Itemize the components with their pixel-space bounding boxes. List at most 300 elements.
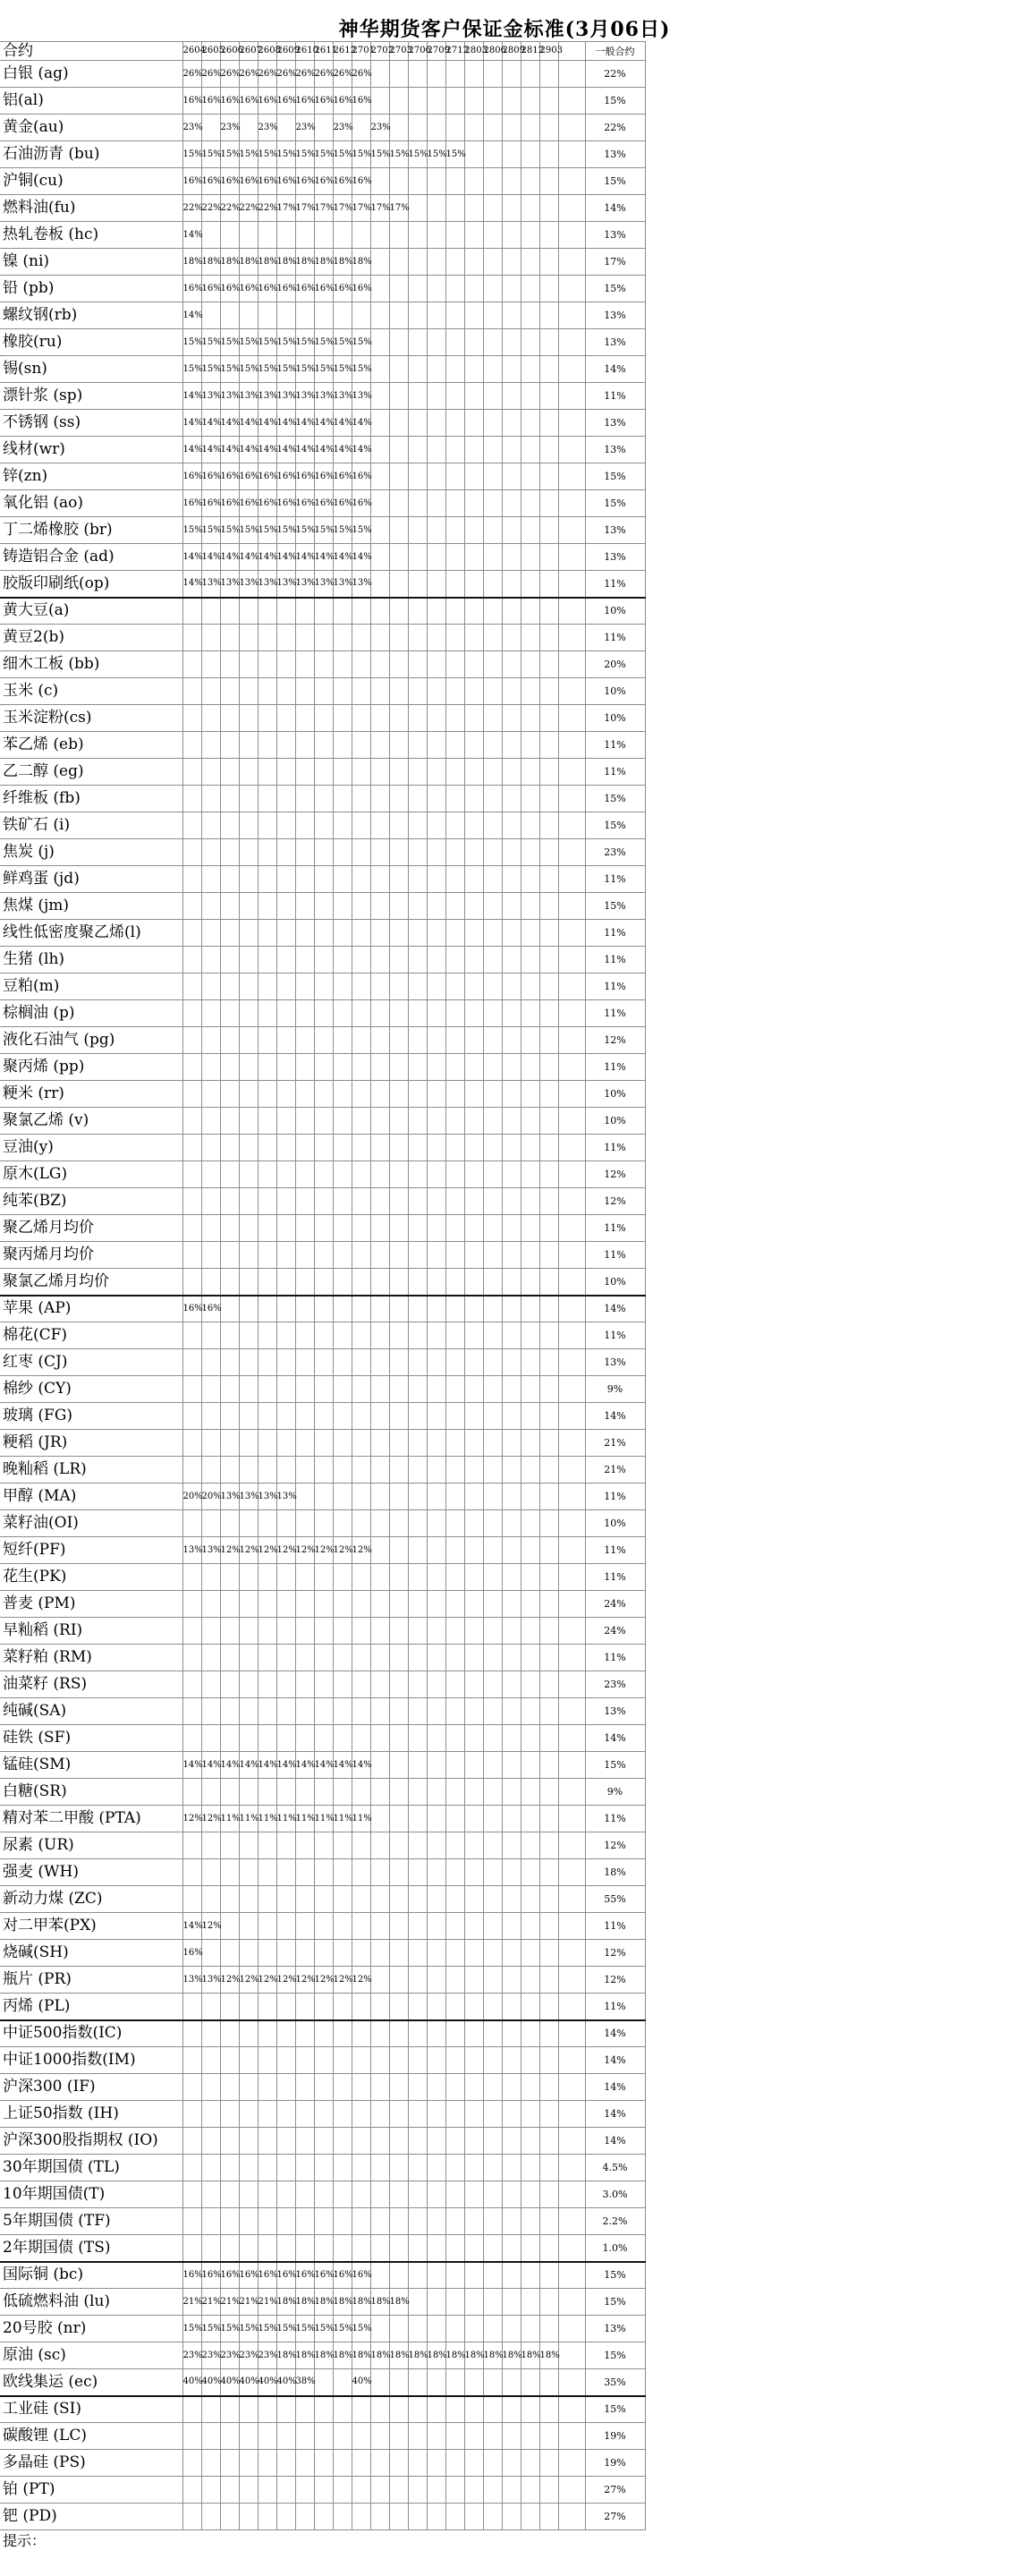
month-margin-cell <box>220 973 239 1000</box>
table-row <box>0 544 645 571</box>
month-margin-cell <box>314 1349 333 1376</box>
spacer-cell <box>558 2101 585 2128</box>
month-margin-cell <box>352 115 370 141</box>
spacer-cell <box>558 1108 585 1135</box>
month-margin-cell <box>502 2423 521 2450</box>
month-margin-cell: 11% <box>295 1806 314 1832</box>
month-margin-cell <box>389 2262 408 2289</box>
month-margin-cell <box>276 2128 295 2155</box>
month-margin-cell <box>201 2128 220 2155</box>
month-margin-cell <box>389 1806 408 1832</box>
month-margin-cell <box>408 920 427 947</box>
month-margin-cell <box>483 2504 502 2530</box>
month-margin-cell <box>295 1161 314 1188</box>
general-margin-cell: 12% <box>585 1188 645 1215</box>
spacer-cell <box>558 1000 585 1027</box>
month-margin-cell <box>239 1000 258 1027</box>
month-margin-cell <box>370 947 389 973</box>
month-margin-cell <box>521 920 539 947</box>
month-header: 2709 <box>427 42 445 61</box>
month-margin-cell: 16% <box>182 1940 201 1967</box>
month-margin-cell: 14% <box>182 1913 201 1940</box>
month-margin-cell <box>521 276 539 302</box>
month-margin-cell <box>464 2074 483 2101</box>
month-margin-cell <box>220 651 239 678</box>
contract-name: 豆粕(m) <box>0 973 182 1000</box>
table-row <box>0 1242 645 1269</box>
month-margin-cell <box>276 1671 295 1698</box>
month-margin-cell <box>464 2047 483 2074</box>
month-margin-cell <box>521 732 539 759</box>
month-margin-cell <box>521 1779 539 1806</box>
table-row <box>0 276 645 302</box>
month-margin-cell <box>408 1027 427 1054</box>
month-margin-cell <box>427 61 445 88</box>
month-margin-cell: 15% <box>258 356 276 383</box>
month-margin-cell <box>427 1940 445 1967</box>
month-margin-cell <box>483 141 502 168</box>
table-row <box>0 1913 645 1940</box>
month-margin-cell <box>182 1188 201 1215</box>
month-margin-cell <box>182 2235 201 2262</box>
table-row <box>0 61 645 88</box>
month-margin-cell <box>314 1591 333 1618</box>
month-margin-cell <box>445 920 464 947</box>
month-margin-cell <box>352 1430 370 1457</box>
month-margin-cell <box>464 1940 483 1967</box>
month-margin-cell <box>483 1994 502 2020</box>
month-margin-cell <box>464 1054 483 1081</box>
month-margin-cell <box>502 1994 521 2020</box>
month-margin-cell <box>370 2262 389 2289</box>
month-margin-cell <box>483 2074 502 2101</box>
month-margin-cell <box>370 1886 389 1913</box>
contract-name: 玉米 (c) <box>0 678 182 705</box>
month-margin-cell: 14% <box>239 437 258 463</box>
month-margin-cell <box>464 839 483 866</box>
month-margin-cell <box>483 1886 502 1913</box>
month-margin-cell: 16% <box>182 88 201 115</box>
month-margin-cell: 15% <box>333 2316 352 2342</box>
month-margin-cell <box>220 759 239 786</box>
month-margin-cell <box>539 195 558 222</box>
month-margin-cell <box>539 1752 558 1779</box>
month-margin-cell <box>427 759 445 786</box>
month-margin-cell: 23% <box>182 2342 201 2369</box>
spacer-cell <box>558 678 585 705</box>
month-margin-cell <box>295 302 314 329</box>
month-margin-cell <box>427 1322 445 1349</box>
month-margin-cell <box>201 2235 220 2262</box>
month-margin-cell <box>427 2128 445 2155</box>
month-margin-cell <box>239 839 258 866</box>
month-margin-cell <box>201 893 220 920</box>
month-margin-cell <box>276 1108 295 1135</box>
month-margin-cell <box>276 1027 295 1054</box>
month-margin-cell <box>539 1859 558 1886</box>
general-margin-cell: 19% <box>585 2423 645 2450</box>
month-margin-cell <box>427 2101 445 2128</box>
month-margin-cell <box>352 2235 370 2262</box>
month-margin-cell: 40% <box>201 2369 220 2396</box>
table-row <box>0 1215 645 1242</box>
month-margin-cell <box>445 2316 464 2342</box>
month-margin-cell <box>276 2477 295 2504</box>
month-margin-cell <box>445 1537 464 1564</box>
month-margin-cell <box>220 1913 239 1940</box>
table-row <box>0 678 645 705</box>
month-margin-cell <box>502 1215 521 1242</box>
month-margin-cell <box>182 893 201 920</box>
contract-name: 粳米 (rr) <box>0 1081 182 1108</box>
month-margin-cell <box>370 678 389 705</box>
month-margin-cell: 14% <box>352 437 370 463</box>
month-margin-cell <box>464 1913 483 1940</box>
month-margin-cell <box>258 2181 276 2208</box>
month-margin-cell <box>370 356 389 383</box>
month-margin-cell <box>408 1215 427 1242</box>
month-margin-cell <box>220 1054 239 1081</box>
month-margin-cell <box>483 2423 502 2450</box>
month-margin-cell <box>464 168 483 195</box>
month-margin-cell: 11% <box>258 1806 276 1832</box>
month-margin-cell <box>502 115 521 141</box>
general-margin-cell: 14% <box>585 2101 645 2128</box>
month-margin-cell: 14% <box>220 1752 239 1779</box>
month-margin-cell: 17% <box>314 195 333 222</box>
month-margin-cell <box>539 732 558 759</box>
month-margin-cell: 13% <box>314 383 333 410</box>
month-margin-cell <box>220 1618 239 1645</box>
month-margin-cell <box>333 1000 352 1027</box>
month-margin-cell <box>539 276 558 302</box>
month-margin-cell <box>314 920 333 947</box>
month-margin-cell <box>539 1403 558 1430</box>
month-margin-cell: 16% <box>295 276 314 302</box>
month-margin-cell <box>333 732 352 759</box>
month-margin-cell <box>427 2316 445 2342</box>
month-margin-cell <box>182 1886 201 1913</box>
month-margin-cell <box>276 302 295 329</box>
month-margin-cell <box>483 2316 502 2342</box>
month-margin-cell <box>389 2423 408 2450</box>
month-margin-cell <box>389 1215 408 1242</box>
month-margin-cell <box>521 2396 539 2423</box>
month-margin-cell <box>352 1054 370 1081</box>
month-margin-cell <box>276 2047 295 2074</box>
contract-name: 豆油(y) <box>0 1135 182 1161</box>
month-margin-cell <box>220 1403 239 1430</box>
month-margin-cell: 16% <box>352 463 370 490</box>
month-margin-cell <box>408 1457 427 1484</box>
month-margin-cell <box>352 920 370 947</box>
table-row <box>0 1322 645 1349</box>
month-margin-cell <box>427 625 445 651</box>
month-margin-cell <box>182 812 201 839</box>
general-margin-cell: 12% <box>585 1027 645 1054</box>
month-margin-cell <box>464 1322 483 1349</box>
month-margin-cell <box>464 2101 483 2128</box>
month-margin-cell <box>201 1081 220 1108</box>
month-margin-cell <box>483 490 502 517</box>
contract-name: 黄豆2(b) <box>0 625 182 651</box>
month-margin-cell <box>258 651 276 678</box>
month-margin-cell <box>445 759 464 786</box>
month-margin-cell <box>201 1215 220 1242</box>
month-margin-cell <box>182 1108 201 1135</box>
month-margin-cell <box>389 2477 408 2504</box>
table-row <box>0 1430 645 1457</box>
month-margin-cell <box>352 1403 370 1430</box>
month-margin-cell <box>521 329 539 356</box>
month-margin-cell <box>352 1457 370 1484</box>
month-margin-cell: 23% <box>295 115 314 141</box>
month-margin-cell: 15% <box>201 517 220 544</box>
month-margin-cell: 22% <box>201 195 220 222</box>
month-margin-cell <box>220 866 239 893</box>
general-margin-cell: 15% <box>585 463 645 490</box>
month-margin-cell <box>201 2504 220 2530</box>
month-margin-cell: 12% <box>333 1537 352 1564</box>
general-margin-cell: 13% <box>585 517 645 544</box>
month-margin-cell <box>389 1564 408 1591</box>
month-margin-cell <box>295 1108 314 1135</box>
spacer-cell <box>558 517 585 544</box>
month-margin-cell <box>276 2101 295 2128</box>
month-margin-cell <box>333 651 352 678</box>
month-margin-cell: 15% <box>239 2316 258 2342</box>
month-margin-cell <box>182 1698 201 1725</box>
month-margin-cell <box>370 1484 389 1510</box>
month-header: 2803 <box>464 42 483 61</box>
month-margin-cell <box>295 1484 314 1510</box>
month-margin-cell <box>389 2101 408 2128</box>
month-margin-cell <box>521 1698 539 1725</box>
month-margin-cell <box>352 893 370 920</box>
month-margin-cell <box>408 1161 427 1188</box>
month-margin-cell: 16% <box>220 168 239 195</box>
general-margin-cell: 15% <box>585 2342 645 2369</box>
month-margin-cell <box>427 2423 445 2450</box>
month-margin-cell <box>389 1027 408 1054</box>
spacer-cell <box>558 1698 585 1725</box>
month-margin-cell <box>182 1591 201 1618</box>
month-margin-cell: 16% <box>220 276 239 302</box>
month-margin-cell <box>314 1940 333 1967</box>
spacer-cell <box>558 2423 585 2450</box>
month-margin-cell <box>352 598 370 625</box>
contract-name: 锡(sn) <box>0 356 182 383</box>
month-margin-cell <box>258 1242 276 1269</box>
month-margin-cell <box>445 893 464 920</box>
month-margin-cell <box>389 168 408 195</box>
month-margin-cell: 23% <box>370 115 389 141</box>
month-margin-cell <box>370 705 389 732</box>
month-margin-cell <box>502 1430 521 1457</box>
month-margin-cell <box>521 812 539 839</box>
month-margin-cell <box>483 1108 502 1135</box>
month-margin-cell <box>333 1671 352 1698</box>
month-margin-cell <box>295 2181 314 2208</box>
month-margin-cell <box>464 383 483 410</box>
month-margin-cell <box>295 893 314 920</box>
month-margin-cell <box>502 1725 521 1752</box>
contract-name: 沪深300股指期权 (IO) <box>0 2128 182 2155</box>
month-margin-cell: 14% <box>295 410 314 437</box>
month-margin-cell: 15% <box>220 356 239 383</box>
month-margin-cell: 15% <box>352 356 370 383</box>
month-margin-cell <box>408 705 427 732</box>
month-margin-cell <box>539 2128 558 2155</box>
month-margin-cell <box>502 1081 521 1108</box>
month-margin-cell: 16% <box>220 490 239 517</box>
month-margin-cell <box>201 759 220 786</box>
month-margin-cell <box>220 812 239 839</box>
month-margin-cell <box>370 1591 389 1618</box>
month-margin-cell <box>389 1537 408 1564</box>
month-margin-cell <box>201 786 220 812</box>
month-margin-cell <box>464 2208 483 2235</box>
month-margin-cell <box>389 115 408 141</box>
general-margin-cell: 21% <box>585 1430 645 1457</box>
month-margin-cell: 18% <box>314 2342 333 2369</box>
month-margin-cell <box>408 1806 427 1832</box>
month-margin-cell <box>389 2396 408 2423</box>
month-margin-cell <box>408 544 427 571</box>
month-margin-cell <box>389 2369 408 2396</box>
month-margin-cell <box>295 1859 314 1886</box>
month-margin-cell <box>370 1430 389 1457</box>
month-margin-cell <box>539 1940 558 1967</box>
month-margin-cell <box>182 973 201 1000</box>
month-margin-cell <box>464 678 483 705</box>
month-margin-cell <box>370 168 389 195</box>
month-margin-cell <box>182 1135 201 1161</box>
month-margin-cell <box>182 1994 201 2020</box>
month-margin-cell <box>314 1135 333 1161</box>
month-margin-cell <box>333 1349 352 1376</box>
month-margin-cell: 16% <box>352 88 370 115</box>
month-margin-cell <box>220 839 239 866</box>
month-margin-cell <box>427 383 445 410</box>
general-margin-cell: 15% <box>585 168 645 195</box>
month-margin-cell <box>314 1242 333 1269</box>
month-margin-cell <box>502 410 521 437</box>
month-margin-cell <box>408 1832 427 1859</box>
month-margin-cell <box>427 866 445 893</box>
contract-name: 白糖(SR) <box>0 1779 182 1806</box>
month-margin-cell <box>539 1725 558 1752</box>
month-margin-cell <box>502 276 521 302</box>
spacer-cell <box>558 1886 585 1913</box>
month-margin-cell: 16% <box>258 168 276 195</box>
month-margin-cell <box>502 678 521 705</box>
month-margin-cell <box>239 947 258 973</box>
month-margin-cell <box>427 437 445 463</box>
month-margin-cell <box>258 1618 276 1645</box>
month-margin-cell <box>239 1859 258 1886</box>
month-margin-cell: 15% <box>182 141 201 168</box>
month-margin-cell <box>370 571 389 598</box>
month-margin-cell <box>352 812 370 839</box>
month-margin-cell <box>389 1322 408 1349</box>
month-margin-cell <box>464 2477 483 2504</box>
spacer-cell <box>558 2181 585 2208</box>
month-margin-cell: 14% <box>201 437 220 463</box>
month-margin-cell <box>445 1967 464 1994</box>
month-margin-cell <box>539 947 558 973</box>
month-margin-cell <box>502 2450 521 2477</box>
month-margin-cell <box>220 1215 239 1242</box>
month-margin-cell: 18% <box>352 2289 370 2316</box>
month-margin-cell <box>201 1698 220 1725</box>
month-margin-cell <box>276 2208 295 2235</box>
month-margin-cell <box>370 1940 389 1967</box>
month-margin-cell <box>502 195 521 222</box>
month-margin-cell: 26% <box>333 61 352 88</box>
month-margin-cell <box>539 383 558 410</box>
general-margin-cell: 27% <box>585 2504 645 2530</box>
month-margin-cell <box>389 2074 408 2101</box>
month-margin-cell: 40% <box>276 2369 295 2396</box>
month-margin-cell <box>370 1832 389 1859</box>
month-margin-cell <box>483 1296 502 1322</box>
month-margin-cell <box>464 1269 483 1296</box>
month-margin-cell <box>464 1671 483 1698</box>
month-margin-cell <box>239 866 258 893</box>
month-margin-cell <box>464 2423 483 2450</box>
month-margin-cell <box>239 973 258 1000</box>
month-margin-cell: 18% <box>539 2342 558 2369</box>
general-margin-cell: 23% <box>585 839 645 866</box>
month-margin-cell <box>370 2020 389 2047</box>
spacer-cell <box>558 759 585 786</box>
footer-row <box>0 2530 645 2552</box>
month-margin-cell <box>521 1591 539 1618</box>
month-margin-cell: 15% <box>201 329 220 356</box>
month-margin-cell: 12% <box>352 1967 370 1994</box>
month-margin-cell: 14% <box>295 437 314 463</box>
month-margin-cell: 16% <box>239 490 258 517</box>
month-margin-cell <box>314 2450 333 2477</box>
month-margin-cell <box>502 329 521 356</box>
month-margin-cell <box>182 1832 201 1859</box>
month-margin-cell <box>370 1510 389 1537</box>
month-header: 2611 <box>314 42 333 61</box>
month-margin-cell <box>483 2235 502 2262</box>
month-margin-cell: 21% <box>182 2289 201 2316</box>
month-margin-cell <box>370 1161 389 1188</box>
month-margin-cell <box>333 705 352 732</box>
month-margin-cell <box>464 2396 483 2423</box>
month-margin-cell <box>239 1403 258 1430</box>
month-margin-cell: 14% <box>314 410 333 437</box>
table-row <box>0 141 645 168</box>
month-margin-cell <box>182 2423 201 2450</box>
month-margin-cell <box>182 1510 201 1537</box>
month-margin-cell <box>220 2155 239 2181</box>
month-margin-cell <box>276 1081 295 1108</box>
month-margin-cell <box>182 1779 201 1806</box>
month-margin-cell: 16% <box>182 276 201 302</box>
contract-name: 线材(wr) <box>0 437 182 463</box>
month-margin-cell <box>427 1000 445 1027</box>
month-margin-cell <box>408 168 427 195</box>
month-margin-cell <box>314 598 333 625</box>
month-margin-cell <box>352 1161 370 1188</box>
month-margin-cell <box>295 1994 314 2020</box>
month-margin-cell: 14% <box>352 1752 370 1779</box>
